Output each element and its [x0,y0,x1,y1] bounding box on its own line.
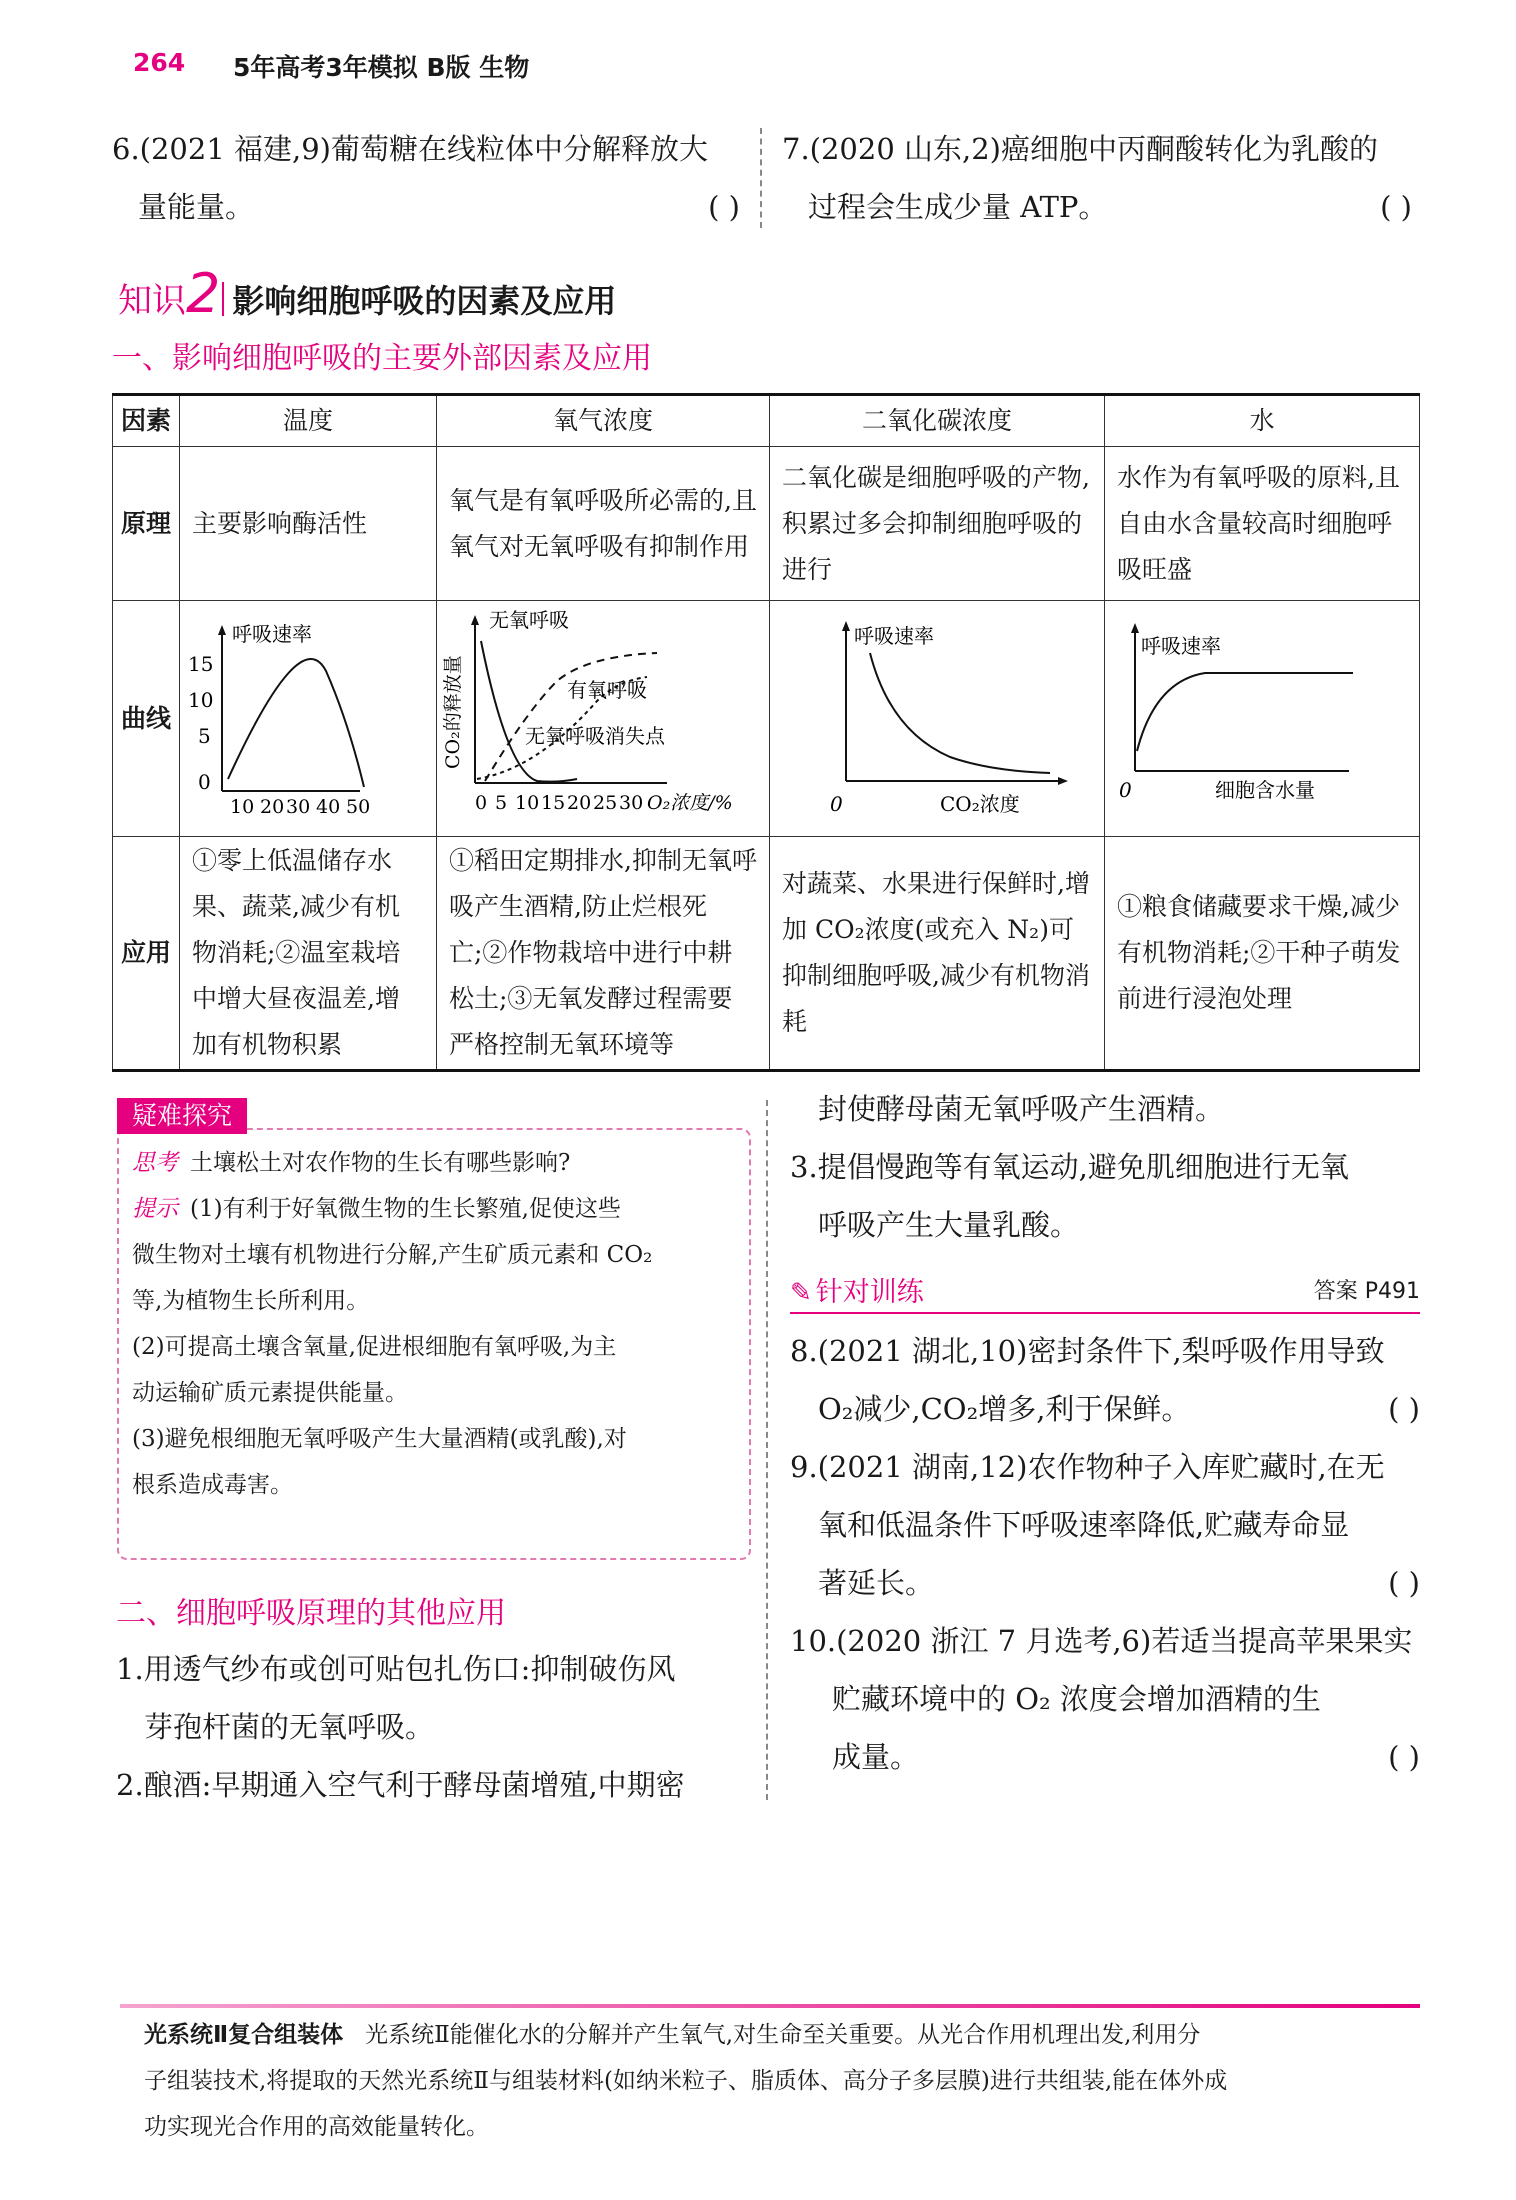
question-10 [790,1612,1420,1786]
annotation: 有氧呼吸 [567,678,647,702]
x-tick: 20 [260,796,285,818]
chart-cell [1105,601,1420,837]
q10-line2: 贮藏环境中的 O₂ 浓度会增加酒精的生 [832,1682,1321,1716]
question-7 [782,120,1412,236]
chart-cell [437,601,770,837]
hint-label: 提示 [132,1196,178,1222]
table-header: 温度 [180,395,437,447]
think-text: 土壤松土对农作物的生长有哪些影响? [190,1150,571,1176]
y-label: 呼吸速率 [1141,634,1221,658]
x-label: O₂浓度/% [647,792,733,814]
chart-cell [180,601,437,837]
sec2-line: 2.酿酒:早期通入空气利于酵母菌增殖,中期密 [116,1768,685,1802]
hint-line: (2)可提高土壤含氧量,促进根细胞有氧呼吸,为主 [132,1334,617,1360]
q6-line2: 量能量。 [138,190,255,224]
footer-line: 光系统Ⅱ能催化水的分解并产生氧气,对生命至关重要。从光合作用机理出发,利用分 [365,2022,1201,2048]
q10-line3: 成量。 [832,1740,920,1774]
q10-line1: 10.(2020 浙江 7 月选考,6)若适当提高苹果果实 [790,1624,1413,1658]
section-1-title: 一、影响细胞呼吸的主要外部因素及应用 [112,341,652,376]
knowledge-title: 影响细胞呼吸的因素及应用 [232,282,617,320]
q7-line1: 7.(2020 山东,2)癌细胞中丙酮酸转化为乳酸的 [782,132,1378,166]
row-label: 原理 [113,447,180,601]
table-cell: ①稻田定期排水,抑制无氧呼吸产生酒精,防止烂根死亡;②作物栽培中进行中耕松土;③无氧发酵过程需要严格控制无氧环境等 [437,837,770,1071]
q9-line1: 9.(2021 湖南,12)农作物种子入库贮藏时,在无 [790,1450,1385,1484]
x-label: CO₂浓度 [940,792,1020,816]
footer-line: 功实现光合作用的高效能量转化。 [144,2114,489,2140]
q8-line2: O₂减少,CO₂增多,利于保鲜。 [818,1392,1191,1426]
table-header: 因素 [113,395,180,447]
y-tick: 10 [188,688,214,712]
x-tick: 0 [830,792,843,816]
x-tick: 30 [619,792,644,814]
sec2-line: 芽孢杆菌的无氧呼吸。 [144,1710,435,1744]
x-tick: 10 [230,796,255,818]
q10-answer-paren: ( ) [1388,1740,1420,1774]
table-cell: 对蔬菜、水果进行保鲜时,增加 CO₂浓度(或充入 N₂)可抑制细胞呼吸,减少有机物消耗 [770,837,1105,1071]
annotation: 无氧呼吸 [489,608,569,632]
question-6 [112,120,740,236]
think-label: 思考 [132,1150,178,1176]
q8-line1: 8.(2021 湖北,10)密封条件下,梨呼吸作用导致 [790,1334,1385,1368]
column-divider [766,1100,768,1800]
co2-curve [870,653,1050,773]
section-2-title: 二、细胞呼吸原理的其他应用 [116,1596,506,1631]
water-curve [1137,673,1353,751]
x-tick: 30 [286,796,311,818]
sec2-line: 1.用透气纱布或创可贴包扎伤口:抑制破伤风 [116,1652,676,1686]
y-tick: 0 [198,770,211,794]
question-8 [790,1322,1420,1438]
y-tick: 5 [198,724,211,748]
training-heading [790,1270,1420,1314]
x-tick: 20 [567,792,592,814]
temperature-curve [228,659,364,787]
x-tick: 50 [346,796,371,818]
x-tick: 10 [515,792,540,814]
y-tick: 15 [188,652,214,676]
q6-answer-paren: ( ) [708,190,740,224]
table-header: 氧气浓度 [437,395,770,447]
chart-cell [770,601,1105,837]
table-header: 二氧化碳浓度 [770,395,1105,447]
knowledge-label: 知识 [118,281,186,321]
q9-line3: 著延长。 [818,1566,935,1600]
x-tick: 25 [593,792,618,814]
page-number: 264 [133,48,186,77]
y-label: CO₂的释放量 [442,655,464,769]
x-label: 细胞含水量 [1215,778,1315,802]
x-tick: 0 [475,792,488,814]
table-header: 水 [1105,395,1420,447]
right-line: 3.提倡慢跑等有氧运动,避免肌细胞进行无氧 [790,1150,1349,1184]
hint-line: 根系造成毒害。 [132,1472,293,1498]
co2-chart [770,601,1104,821]
column-divider [760,128,762,228]
x-tick: 40 [316,796,341,818]
q9-answer-paren: ( ) [1388,1566,1420,1600]
water-chart [1105,601,1365,821]
right-line: 封使酵母菌无氧呼吸产生酒精。 [818,1092,1225,1126]
answer-ref: 答案 P491 [1313,1279,1420,1304]
knowledge-heading [118,262,617,325]
hint-line: 动运输矿质元素提供能量。 [132,1380,408,1406]
knowledge-number: 2 [186,262,221,325]
q7-answer-paren: ( ) [1380,190,1412,224]
hint-line: (3)避免根细胞无氧呼吸产生大量酒精(或乳酸),对 [132,1426,627,1452]
training-title: 针对训练 [815,1277,924,1308]
q9-line2: 氧和低温条件下呼吸速率降低,贮藏寿命显 [818,1508,1350,1542]
y-label: 呼吸速率 [232,622,312,646]
explore-tag: 疑难探究 [117,1098,247,1134]
row-label: 曲线 [113,601,180,837]
anaerobic-curve [481,641,577,782]
footer-line: 子组装技术,将提取的天然光系统Ⅱ与组装材料(如纳米粒子、脂质体、高分子多层膜)进行共组装,能在体外成 [144,2068,1228,2094]
x-tick: 5 [495,792,508,814]
right-column-text [790,1080,1420,1254]
book-title: 5年高考3年模拟 B版 生物 [233,53,530,82]
footer-note [144,2012,1414,2150]
q7-line2: 过程会生成少量 ATP。 [808,190,1108,224]
explore-content [132,1140,736,1508]
q8-answer-paren: ( ) [1388,1392,1420,1426]
question-9 [790,1438,1420,1612]
table-cell: 二氧化碳是细胞呼吸的产物,积累过多会抑制细胞呼吸的进行 [770,447,1105,601]
footer-rule [120,2004,1420,2008]
y-label: 呼吸速率 [854,624,934,648]
table-cell: ①零上低温储存水果、蔬菜,减少有机物消耗;②温室栽培中增大昼夜温差,增加有机物积累 [180,837,437,1071]
table-cell: 氧气是有氧呼吸所必需的,且氧气对无氧呼吸有抑制作用 [437,447,770,601]
oxygen-chart [437,601,769,821]
row-label: 应用 [113,837,180,1071]
annotation: 无氧呼吸消失点 [525,724,665,748]
table-cell: ①粮食储藏要求干燥,减少有机物消耗;②干种子萌发前进行浸泡处理 [1105,837,1420,1071]
hint-line: 等,为植物生长所利用。 [132,1288,370,1314]
footer-label: 光系统Ⅱ复合组装体 [144,2022,344,2048]
factors-table [112,393,1420,1072]
right-line: 呼吸产生大量乳酸。 [818,1208,1080,1242]
q6-line1: 6.(2021 福建,9)葡萄糖在线粒体中分解释放大 [112,132,708,166]
x-tick: 0 [1119,778,1132,802]
table-cell: 水作为有氧呼吸的原料,且自由水含量较高时细胞呼吸旺盛 [1105,447,1420,601]
hint-line: (1)有利于好氧微生物的生长繁殖,促使这些 [190,1196,621,1222]
hint-line: 微生物对土壤有机物进行分解,产生矿质元素和 CO₂ [132,1242,653,1268]
temperature-chart [180,601,436,821]
x-tick: 15 [541,792,566,814]
section-2-body [116,1640,750,1814]
table-cell: 主要影响酶活性 [180,447,437,601]
total-curve [485,653,657,781]
pencil-icon: ✎ [790,1278,812,1308]
